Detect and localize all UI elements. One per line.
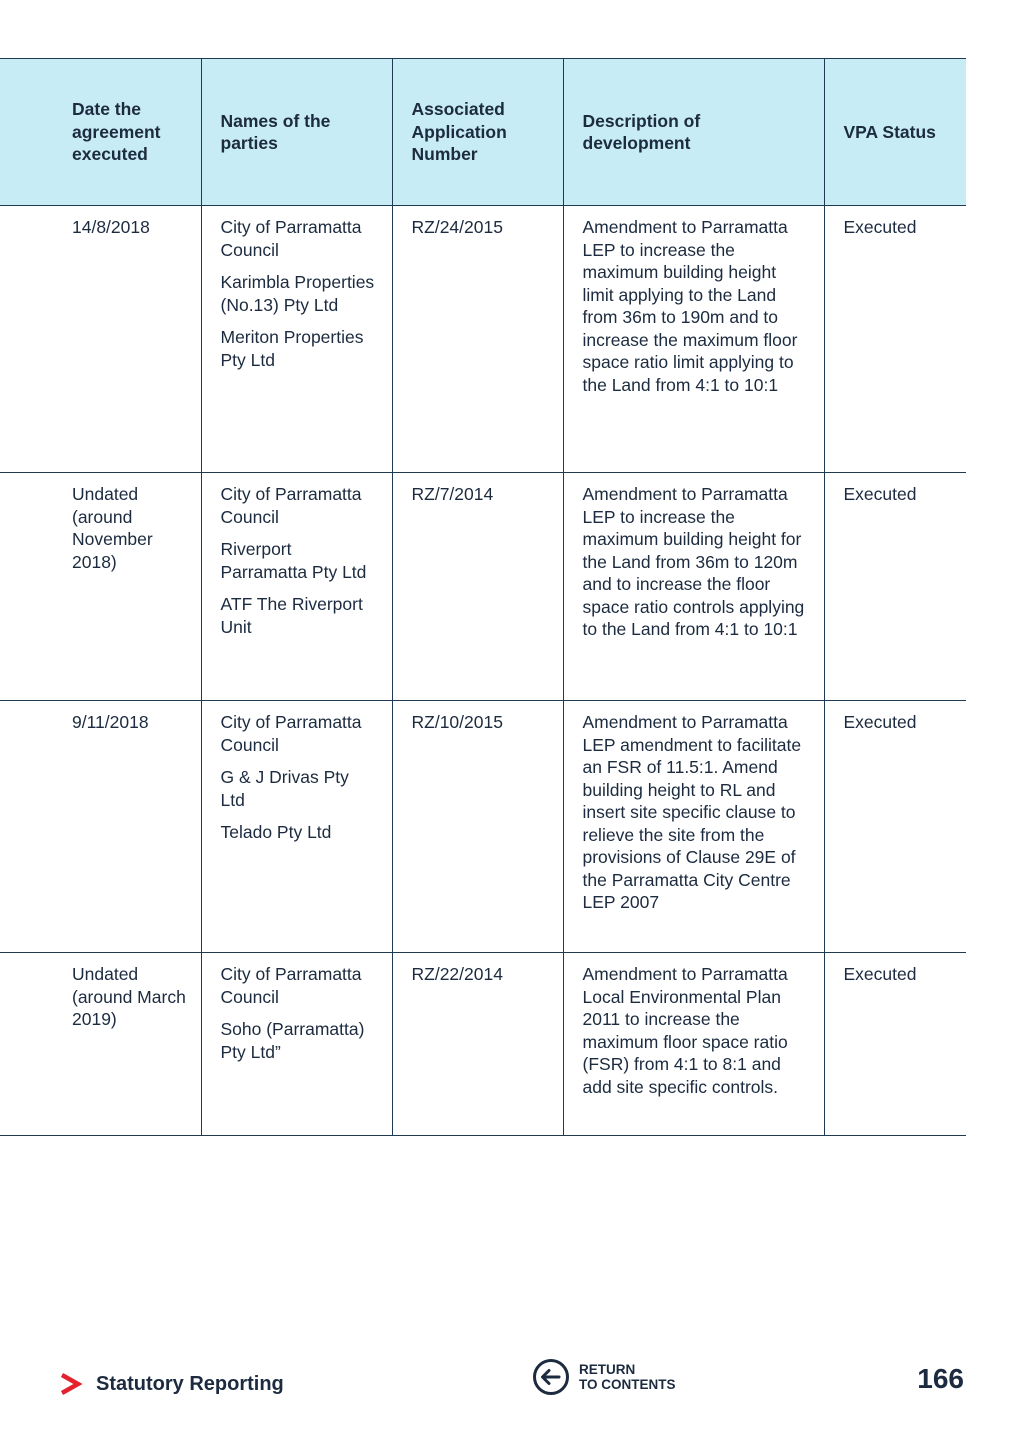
header-application-number: Associated Application Number [392, 59, 563, 206]
table-row [0, 206, 966, 473]
cell-description: Amendment to Parramatta LEP amendment to facilitate an FSR of 11.5:1. Amend building height to RL and insert site specific clause to relieve the site from the provisions of Clause 29E of the Parramatta City Centre LEP 2007 [563, 701, 824, 953]
chevron-right-icon [58, 1369, 84, 1399]
return-label-line1[interactable]: RETURN [579, 1362, 636, 1377]
party-name: ATF The Riverport Unit [220, 594, 363, 637]
cell-application-number: RZ/22/2014 [392, 953, 563, 1136]
party-name: Soho (Parramatta) Pty Ltd” [220, 1019, 365, 1062]
table-header-row [0, 59, 966, 206]
page-number: 166 [917, 1363, 964, 1394]
cell-description: Amendment to Parramatta LEP to increase the maximum building height for the Land from 36m to 120m and to increase the floor space ratio controls applying to the Land from 4:1 to 10:1 [563, 473, 824, 701]
cell-parties [201, 701, 392, 953]
cell-date: 14/8/2018 [0, 206, 201, 473]
footer-section-label [58, 1369, 284, 1399]
party-name: Karimbla Properties (No.13) Pty Ltd [220, 272, 375, 315]
party-name: City of Parramatta Council [220, 712, 362, 755]
party-name: Riverport Parramatta Pty Ltd [220, 539, 367, 582]
cell-parties [201, 473, 392, 701]
return-to-contents-text[interactable] [579, 1362, 676, 1392]
party-name: City of Parramatta Council [220, 484, 362, 527]
cell-date: Undated (around March 2019) [0, 953, 201, 1136]
cell-application-number: RZ/7/2014 [392, 473, 563, 701]
cell-description: Amendment to Parramatta Local Environmental Plan 2011 to increase the maximum floor space ratio (FSR) from 4:1 to 8:1 and add site specific controls. [563, 953, 824, 1136]
header-date: Date the agreement executed [0, 59, 201, 206]
cell-parties [201, 206, 392, 473]
party-name: G & J Drivas Pty Ltd [220, 767, 349, 810]
party-name: City of Parramatta Council [220, 964, 362, 1007]
party-name: City of Parramatta Council [220, 217, 362, 260]
header-vpa-status: VPA Status [824, 59, 966, 206]
header-description: Description of development [563, 59, 824, 206]
cell-date: 9/11/2018 [0, 701, 201, 953]
cell-application-number: RZ/24/2015 [392, 206, 563, 473]
arrow-left-circle-icon[interactable] [532, 1358, 570, 1396]
table-row [0, 701, 966, 953]
footer-section-title: Statutory Reporting [96, 1372, 284, 1395]
return-label-line2[interactable]: TO CONTENTS [579, 1377, 676, 1392]
cell-description: Amendment to Parramatta LEP to increase the maximum building height limit applying to the Land from 36m to 190m and to increase the maximum floor space ratio limit applying to the Land from 4:1 to 10:1 [563, 206, 824, 473]
vpa-table [0, 58, 966, 1136]
cell-application-number: RZ/10/2015 [392, 701, 563, 953]
cell-vpa-status: Executed [824, 953, 966, 1136]
table-row [0, 953, 966, 1136]
cell-vpa-status: Executed [824, 206, 966, 473]
table-row [0, 473, 966, 701]
header-parties: Names of the parties [201, 59, 392, 206]
cell-parties [201, 953, 392, 1136]
cell-vpa-status: Executed [824, 701, 966, 953]
return-to-contents-link[interactable] [532, 1358, 676, 1396]
party-name: Telado Pty Ltd [220, 822, 332, 842]
cell-vpa-status: Executed [824, 473, 966, 701]
cell-date: Undated (around November 2018) [0, 473, 201, 701]
party-name: Meriton Properties Pty Ltd [220, 327, 364, 370]
